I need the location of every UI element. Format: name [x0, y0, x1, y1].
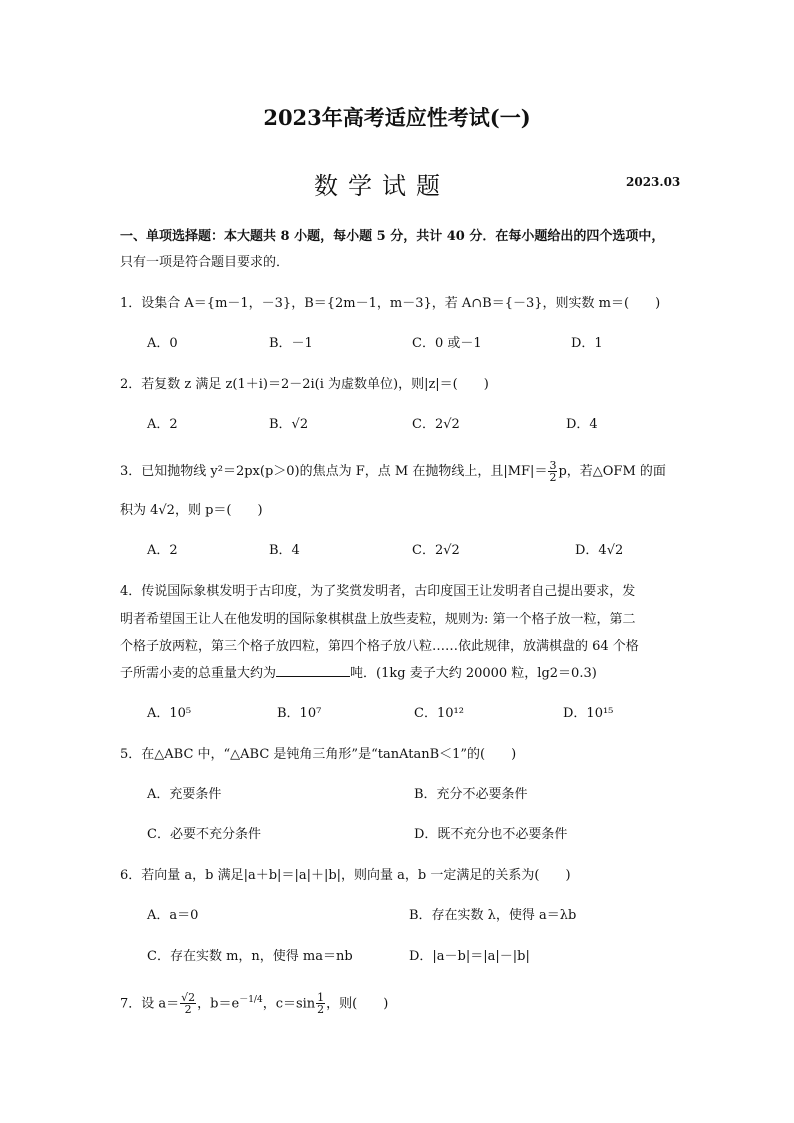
q5-option-c: C．必要不充分条件: [147, 827, 261, 842]
question-4-line4: [120, 662, 597, 681]
q6-option-a: A．a＝0: [147, 908, 199, 923]
q3-frac-den: 2: [549, 471, 557, 484]
section-heading-line1: 一、单项选择题：本大题共 8 小题，每小题 5 分，共计 40 分．在每小题给出的四个选项中，: [120, 229, 665, 244]
q2-option-c: C．2√2: [412, 417, 460, 432]
exam-title: 2023年高考适应性考试(一): [263, 105, 531, 130]
question-7: [120, 992, 388, 1015]
question-3-line1: [120, 460, 666, 483]
q1-option-c: C．0 或－1: [412, 336, 482, 351]
question-4-line1: 4．传说国际象棋发明于古印度，为了奖赏发明者，古印度国王让发明者自己提出要求，发: [120, 584, 636, 599]
q2-option-d: D．4: [566, 417, 598, 432]
subject-title: 数学试题: [314, 172, 450, 200]
q1-option-b: B．－1: [269, 336, 313, 351]
q3-option-d: D．4√2: [575, 543, 624, 558]
q6-option-b: B．存在实数 λ，使得 a＝λb: [409, 908, 577, 923]
question-3-line2: 积为 4√2，则 p＝( ): [120, 503, 263, 518]
q7-c-fraction: [316, 992, 325, 1015]
exam-date: 2023.03: [626, 175, 681, 189]
q4-option-b: B．10⁷: [277, 706, 322, 721]
q3-fraction: [548, 460, 557, 483]
q3-option-a: A．2: [147, 543, 178, 558]
question-1: 1．设集合 A＝{m－1，－3}，B＝{2m－1，m－3}，若 A∩B＝{－3}，则实数 m＝( ): [120, 296, 661, 311]
q5-option-b: B．充分不必要条件: [414, 787, 528, 802]
q4-option-a: A．10⁵: [147, 706, 192, 721]
question-6: 6．若向量 a，b 满足|a＋b|＝|a|＋|b|，则向量 a，b 一定满足的关系为( ): [120, 868, 571, 883]
q7-suffix: ，则( ): [326, 996, 389, 1012]
q7-c-den: 2: [317, 1003, 325, 1017]
question-4-line3: 个格子放两粒，第三个格子放四粒，第四个格子放八粒……依此规律，放满棋盘的 64 个格: [120, 639, 639, 654]
q7-mid1: ，b＝e: [197, 996, 240, 1012]
q1-option-a: A．0: [147, 336, 178, 351]
q7-a-den: 2: [184, 1003, 192, 1017]
q5-option-d: D．既不充分也不必要条件: [414, 827, 568, 842]
q1-option-d: D．1: [571, 336, 603, 351]
q3-text-a: 3．已知抛物线 y²＝2px(p＞0)的焦点为 F，点 M 在抛物线上，且|MF|＝: [120, 464, 548, 479]
q6-option-c: C．存在实数 m，n，使得 ma＝nb: [147, 949, 353, 964]
question-2: 2．若复数 z 满足 z(1＋i)＝2－2i(i 为虚数单位)，则|z|＝( ): [120, 377, 489, 392]
q4-text-a: 子所需小麦的总重量大约为: [120, 666, 277, 681]
q7-c-num: 1: [317, 991, 325, 1005]
q7-mid2: ，c＝sin: [262, 996, 316, 1012]
q5-option-a: A．充要条件: [147, 787, 222, 802]
q7-prefix: 7．设 a＝: [120, 996, 180, 1012]
question-5: 5．在△ABC 中，“△ABC 是钝角三角形”是“tanAtanB＜1”的( ): [120, 747, 517, 762]
q7-a-num: √2: [181, 991, 196, 1005]
q3-text-b: p，若△OFM 的面: [558, 464, 666, 479]
section-heading-line2: 只有一项是符合题目要求的．: [120, 255, 290, 270]
question-4-line2: 明者希望国王让人在他发明的国际象棋棋盘上放些麦粒，规则为: 第一个格子放一粒，第二: [120, 612, 636, 627]
q3-option-b: B．4: [269, 543, 300, 558]
q6-option-d: D．|a－b|＝|a|－|b|: [409, 949, 530, 964]
q3-frac-num: 3: [549, 459, 557, 472]
q4-option-c: C．10¹²: [414, 706, 464, 721]
q7-exponent: －1/4: [239, 995, 263, 1005]
answer-blank: [276, 664, 350, 677]
q4-text-b: 吨．(1kg 麦子大约 20000 粒，lg2＝0.3): [350, 666, 597, 681]
q2-option-a: A．2: [147, 417, 178, 432]
q3-option-c: C．2√2: [412, 543, 460, 558]
q7-a-fraction: [180, 992, 196, 1015]
q4-option-d: D．10¹⁵: [563, 706, 614, 721]
q2-option-b: B．√2: [269, 417, 309, 432]
